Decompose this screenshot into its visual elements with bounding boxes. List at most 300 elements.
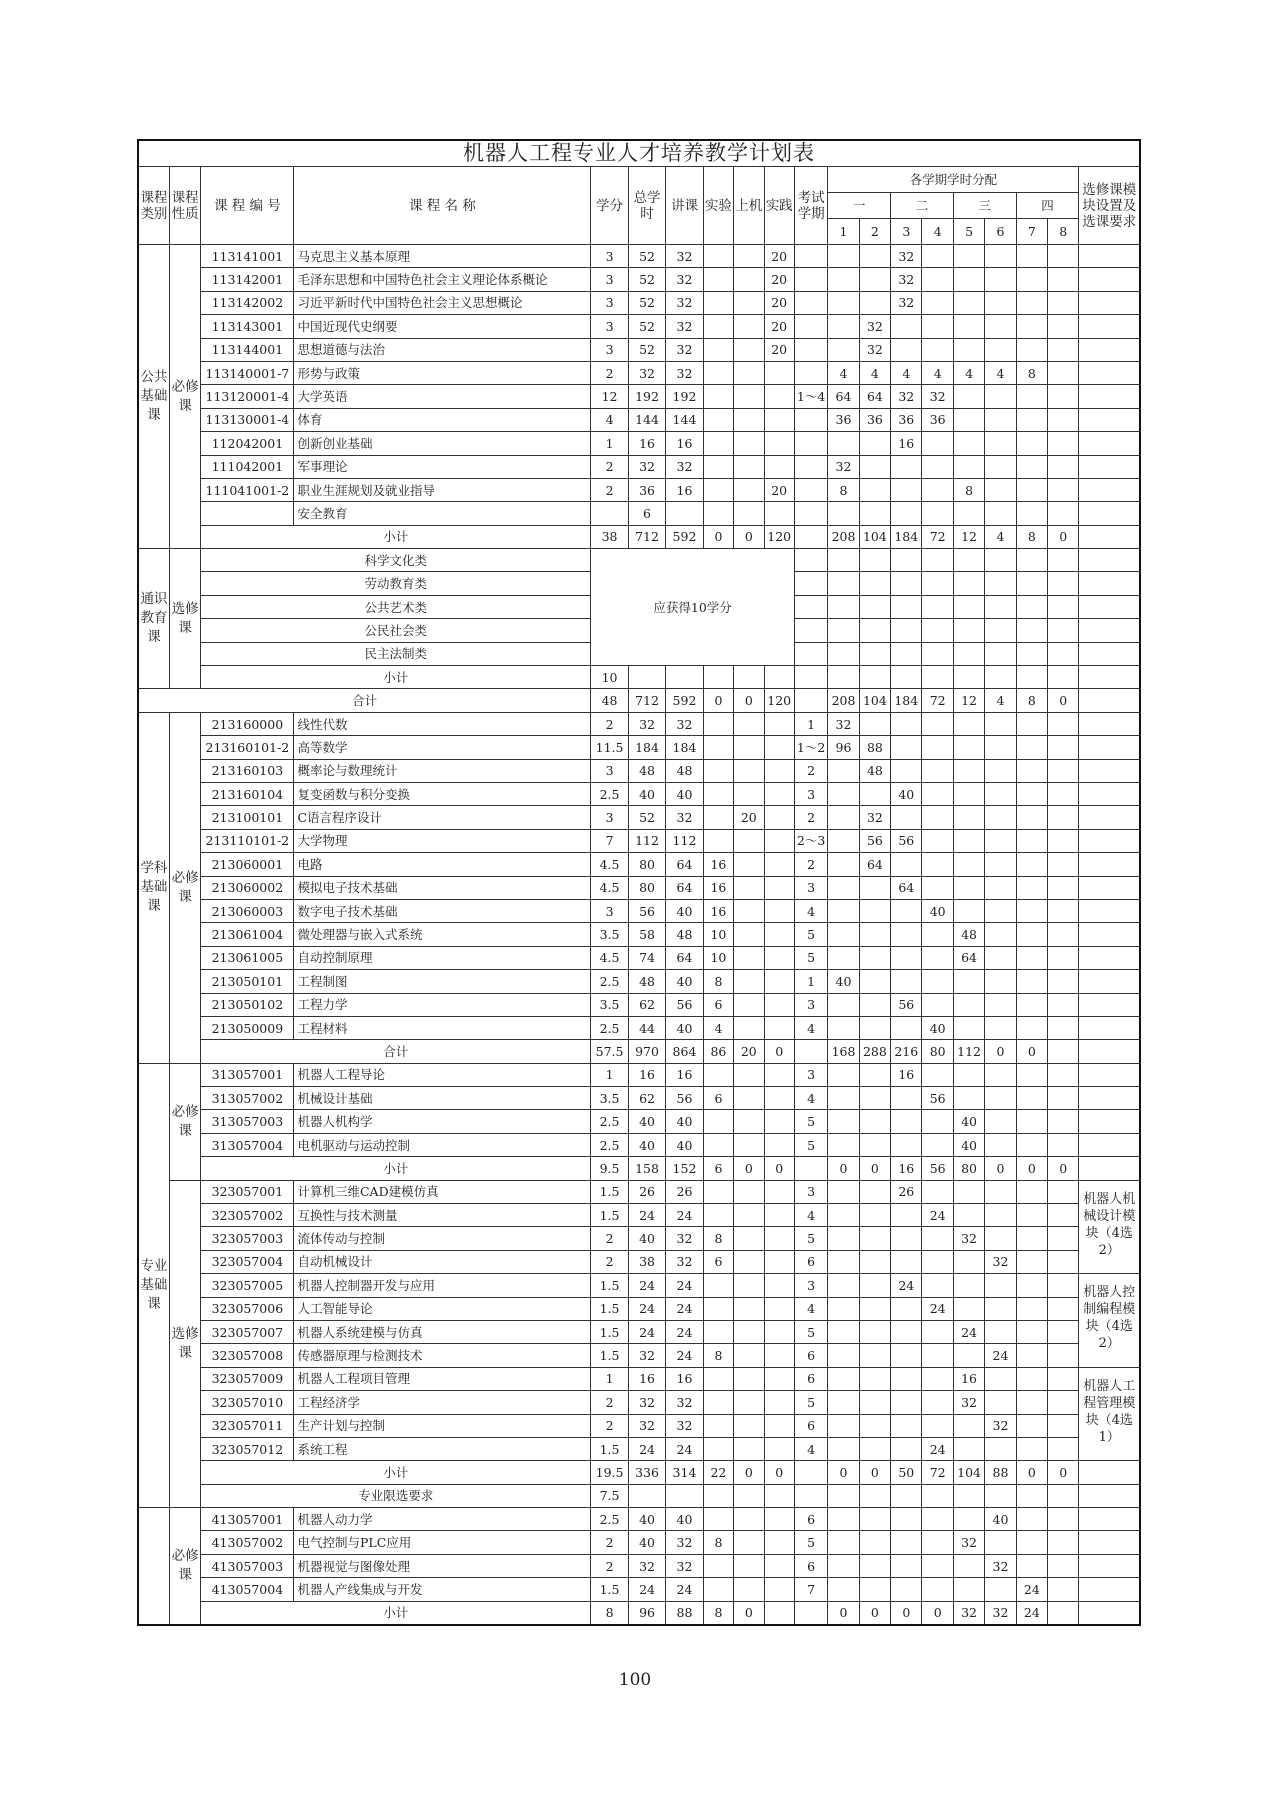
cell-value: 32 <box>891 385 922 408</box>
cell-value <box>1048 1531 1079 1554</box>
cell-value <box>985 899 1016 922</box>
cell-value <box>985 1204 1016 1227</box>
cell-value <box>764 1344 794 1367</box>
cell-value: 16 <box>703 899 733 922</box>
cell-value: 3 <box>794 876 827 899</box>
note-cell <box>1079 1531 1140 1554</box>
cell-value <box>859 1320 890 1343</box>
cell-value <box>734 338 764 361</box>
cell-value <box>953 759 984 782</box>
course-code: 113141001 <box>201 245 294 268</box>
credit-note: 应获得10学分 <box>591 549 795 666</box>
cell-value: 96 <box>828 736 859 759</box>
course-name: 人工智能导论 <box>294 1297 591 1320</box>
cell-value: 52 <box>628 268 665 291</box>
table-row <box>138 455 1140 478</box>
cell-value <box>1016 268 1047 291</box>
cell-value <box>953 549 984 572</box>
cell-value: 24 <box>628 1297 665 1320</box>
cell-value: 40 <box>922 1016 953 1039</box>
cell-value <box>891 642 922 665</box>
table-row <box>138 1414 1140 1437</box>
semester-header: 2 <box>859 219 890 245</box>
cell-value <box>859 478 890 501</box>
cell-value: 16 <box>953 1367 984 1390</box>
cell-value <box>764 1180 794 1203</box>
cell-value: 1.5 <box>591 1437 628 1460</box>
cell-value: 592 <box>666 689 703 712</box>
cell-value <box>794 432 827 455</box>
cell-value <box>1048 268 1079 291</box>
cell-value <box>922 736 953 759</box>
course-code: 213061005 <box>201 946 294 969</box>
cell-value: 11.5 <box>591 736 628 759</box>
cell-value <box>1048 1554 1079 1577</box>
cell-value: 2.5 <box>591 1110 628 1133</box>
table-row <box>138 1133 1140 1156</box>
cell-value: 74 <box>628 946 665 969</box>
cell-value <box>891 1133 922 1156</box>
cell-value: 2 <box>794 759 827 782</box>
cell-value <box>985 1063 1016 1086</box>
cell-value: 5 <box>794 946 827 969</box>
cell-value <box>985 736 1016 759</box>
cell-value <box>828 1016 859 1039</box>
cell-value <box>891 853 922 876</box>
cell-value <box>891 502 922 525</box>
cell-value <box>1016 595 1047 618</box>
cell-value <box>1048 876 1079 899</box>
cell-value <box>666 502 703 525</box>
cell-value <box>985 993 1016 1016</box>
cell-value: 184 <box>891 525 922 548</box>
course-type: 劳动教育类 <box>201 572 591 595</box>
cell-value <box>859 712 890 735</box>
cell-value: 2 <box>591 1391 628 1414</box>
note-cell <box>1079 455 1140 478</box>
cell-value <box>859 923 890 946</box>
cell-value: 2 <box>794 853 827 876</box>
course-type: 科学文化类 <box>201 549 591 572</box>
cell-value: 32 <box>628 1391 665 1414</box>
cell-value: 36 <box>628 478 665 501</box>
cell-value: 2.5 <box>591 970 628 993</box>
cell-value <box>985 595 1016 618</box>
cell-value: 1.5 <box>591 1297 628 1320</box>
note-cell <box>1079 923 1140 946</box>
cell-value <box>1048 1297 1079 1320</box>
cell-value: 38 <box>591 525 628 548</box>
cell-value <box>953 666 984 689</box>
cell-value <box>953 712 984 735</box>
cell-value <box>922 1320 953 1343</box>
cell-value <box>764 806 794 829</box>
cell-value: 24 <box>922 1437 953 1460</box>
cell-value: 6 <box>794 1508 827 1531</box>
cell-value <box>953 1578 984 1601</box>
cell-value <box>794 525 827 548</box>
cell-value <box>1048 549 1079 572</box>
cell-value: 20 <box>764 478 794 501</box>
cell-value: 32 <box>666 712 703 735</box>
cell-value <box>922 759 953 782</box>
cell-value <box>859 642 890 665</box>
cell-value <box>953 899 984 922</box>
cell-value: 56 <box>628 899 665 922</box>
table-row <box>138 478 1140 501</box>
cell-value <box>859 1414 890 1437</box>
module-note-text: 机器人控制编程模块（4选2） <box>1083 1285 1136 1352</box>
cell-value <box>794 338 827 361</box>
course-code: 323057008 <box>201 1344 294 1367</box>
cell-value: 6 <box>703 1250 733 1273</box>
cell-value <box>1048 1250 1079 1273</box>
cell-value <box>859 1437 890 1460</box>
cell-value <box>703 502 733 525</box>
cell-value <box>794 315 827 338</box>
cell-value: 0 <box>1016 1461 1047 1484</box>
cell-value <box>734 970 764 993</box>
cell-value: 3 <box>591 268 628 291</box>
cell-value: 4 <box>794 1437 827 1460</box>
cell-value <box>703 1414 733 1437</box>
cell-value <box>1048 385 1079 408</box>
cell-value <box>734 829 764 852</box>
table-row <box>138 806 1140 829</box>
semester-header: 8 <box>1048 219 1079 245</box>
cell-value <box>985 666 1016 689</box>
cell-value: 26 <box>666 1180 703 1203</box>
cell-value: 970 <box>628 1040 665 1063</box>
cell-value: 2.5 <box>591 1016 628 1039</box>
cell-value <box>1048 478 1079 501</box>
cell-value: 62 <box>628 993 665 1016</box>
cell-value <box>922 1063 953 1086</box>
cell-value: 3.5 <box>591 1087 628 1110</box>
cell-value: 40 <box>953 1133 984 1156</box>
cell-value <box>794 502 827 525</box>
course-name: 毛泽东思想和中国特色社会主义理论体系概论 <box>294 268 591 291</box>
note-cell <box>1079 829 1140 852</box>
cell-value <box>794 361 827 384</box>
note-cell <box>1079 1110 1140 1133</box>
cell-value: 56 <box>891 993 922 1016</box>
cell-value: 4 <box>985 689 1016 712</box>
cell-value <box>1016 1110 1047 1133</box>
cell-value <box>1016 455 1047 478</box>
cell-value: 120 <box>764 525 794 548</box>
course-name: 机器人产线集成与开发 <box>294 1578 591 1601</box>
cell-value <box>764 1367 794 1390</box>
cell-value: 32 <box>666 1414 703 1437</box>
cell-value <box>859 1297 890 1320</box>
cell-value <box>591 502 628 525</box>
cell-value <box>734 736 764 759</box>
cell-value <box>828 1531 859 1554</box>
note-cell <box>1079 1578 1140 1601</box>
cell-value <box>734 1344 764 1367</box>
cell-value <box>734 1110 764 1133</box>
table-row <box>138 1437 1140 1460</box>
cell-value <box>859 782 890 805</box>
cell-value <box>1048 1133 1079 1156</box>
cell-value <box>734 1063 764 1086</box>
cell-value: 0 <box>734 689 764 712</box>
course-code: 323057011 <box>201 1414 294 1437</box>
cell-value: 32 <box>666 245 703 268</box>
cell-value: 1.5 <box>591 1180 628 1203</box>
course-name: 军事理论 <box>294 455 591 478</box>
cell-value <box>764 1414 794 1437</box>
cell-value <box>828 1367 859 1390</box>
cell-value: 6 <box>794 1367 827 1390</box>
cell-value: 8 <box>703 1344 733 1367</box>
cell-value: 3 <box>591 759 628 782</box>
cell-value: 32 <box>666 1554 703 1577</box>
table-row <box>138 1063 1140 1086</box>
table-row <box>138 1601 1140 1625</box>
course-code: 111042001 <box>201 455 294 478</box>
total-hours-header: 总学时 <box>628 167 665 245</box>
cell-value <box>828 1297 859 1320</box>
cell-value <box>1016 759 1047 782</box>
cell-value: 3 <box>794 1063 827 1086</box>
cell-value: 192 <box>628 385 665 408</box>
cell-value: 4.5 <box>591 876 628 899</box>
course-name: 复变函数与积分变换 <box>294 782 591 805</box>
semester-distribution-header: 各学期学时分配 <box>828 167 1079 193</box>
cell-value <box>734 853 764 876</box>
cell-value <box>1016 1484 1047 1507</box>
cell-value: 24 <box>666 1204 703 1227</box>
cell-value: 6 <box>703 993 733 1016</box>
cell-value <box>1016 1250 1047 1273</box>
cell-value <box>891 1320 922 1343</box>
note-cell <box>1079 736 1140 759</box>
cell-value: 4 <box>922 361 953 384</box>
cell-value <box>828 1484 859 1507</box>
cell-value: 336 <box>628 1461 665 1484</box>
note-cell <box>1079 1508 1140 1531</box>
cell-value <box>828 829 859 852</box>
cell-value: 36 <box>859 408 890 431</box>
cell-value: 32 <box>985 1601 1016 1625</box>
cell-value: 8 <box>703 970 733 993</box>
cell-value: 40 <box>628 1508 665 1531</box>
cell-value: 6 <box>794 1554 827 1577</box>
table-row <box>138 689 1140 712</box>
course-code: 323057012 <box>201 1437 294 1460</box>
note-cell <box>1079 361 1140 384</box>
cell-value <box>985 1133 1016 1156</box>
course-type: 公民社会类 <box>201 619 591 642</box>
cell-value: 32 <box>891 291 922 314</box>
cell-value <box>891 338 922 361</box>
course-code: 323057009 <box>201 1367 294 1390</box>
cell-value <box>953 1016 984 1039</box>
course-name: 流体传动与控制 <box>294 1227 591 1250</box>
table-row <box>138 736 1140 759</box>
cell-value <box>953 1180 984 1203</box>
course-name: 机器人动力学 <box>294 1508 591 1531</box>
cell-value <box>828 291 859 314</box>
cell-value <box>794 478 827 501</box>
course-name: 习近平新时代中国特色社会主义思想概论 <box>294 291 591 314</box>
cell-value <box>922 1531 953 1554</box>
table-row <box>138 1344 1140 1367</box>
course-name: 自动机械设计 <box>294 1250 591 1273</box>
table-row <box>138 1087 1140 1110</box>
cell-value <box>703 1204 733 1227</box>
course-name: 思想道德与法治 <box>294 338 591 361</box>
cell-value <box>1048 899 1079 922</box>
cell-value: 4 <box>859 361 890 384</box>
cell-value <box>985 1578 1016 1601</box>
table-row <box>138 1531 1140 1554</box>
cell-value <box>764 1227 794 1250</box>
table-row <box>138 140 1140 167</box>
cell-value <box>703 1320 733 1343</box>
cell-value <box>859 1578 890 1601</box>
cell-value <box>922 1554 953 1577</box>
cell-value <box>794 619 827 642</box>
table-row <box>138 1180 1140 1203</box>
cell-value <box>1048 1578 1079 1601</box>
cell-value <box>859 1087 890 1110</box>
cell-value: 12 <box>953 689 984 712</box>
cell-value <box>734 876 764 899</box>
cell-value <box>1048 455 1079 478</box>
course-name: 马克思主义基本原理 <box>294 245 591 268</box>
cell-value <box>859 970 890 993</box>
cell-value <box>1048 993 1079 1016</box>
cell-value: 24 <box>628 1320 665 1343</box>
cell-value: 40 <box>953 1110 984 1133</box>
limit-label: 专业限选要求 <box>201 1484 591 1507</box>
cell-value <box>734 993 764 1016</box>
cell-value: 32 <box>666 361 703 384</box>
cell-value: 24 <box>666 1274 703 1297</box>
cell-value: 72 <box>922 525 953 548</box>
cell-value: 1.5 <box>591 1344 628 1367</box>
cell-value <box>703 736 733 759</box>
cell-value: 4.5 <box>591 853 628 876</box>
cell-value <box>953 432 984 455</box>
cell-value <box>734 408 764 431</box>
cell-value <box>1048 1437 1079 1460</box>
cell-value <box>703 806 733 829</box>
cell-value: 32 <box>666 268 703 291</box>
cell-value <box>764 923 794 946</box>
cell-value <box>1048 338 1079 361</box>
cell-value <box>794 572 827 595</box>
cell-value <box>828 549 859 572</box>
cell-value <box>953 782 984 805</box>
table-row <box>138 666 1140 689</box>
cell-value: 192 <box>666 385 703 408</box>
course-name: 机器视觉与图像处理 <box>294 1554 591 1577</box>
cell-value <box>764 385 794 408</box>
cell-value: 72 <box>922 689 953 712</box>
cell-value <box>1016 338 1047 361</box>
cell-value <box>985 853 1016 876</box>
table-row <box>138 899 1140 922</box>
cell-value <box>734 1367 764 1390</box>
cell-value <box>953 408 984 431</box>
course-name: 中国近现代史纲要 <box>294 315 591 338</box>
cell-value <box>985 1367 1016 1390</box>
cell-value <box>985 455 1016 478</box>
cell-value: 3 <box>794 993 827 1016</box>
cell-value: 3 <box>591 899 628 922</box>
cell-value: 32 <box>859 315 890 338</box>
cell-value: 1～4 <box>794 385 827 408</box>
cell-value <box>703 782 733 805</box>
cell-value <box>734 899 764 922</box>
cell-value <box>1016 432 1047 455</box>
cell-value <box>828 502 859 525</box>
cell-value: 1.5 <box>591 1204 628 1227</box>
cell-value: 7 <box>591 829 628 852</box>
cell-value <box>1048 619 1079 642</box>
cell-value: 32 <box>828 455 859 478</box>
cell-value <box>794 595 827 618</box>
table-row <box>138 970 1140 993</box>
cell-value: 112 <box>628 829 665 852</box>
cell-value <box>891 759 922 782</box>
computer-header: 上机 <box>734 167 764 245</box>
cell-value <box>1048 1367 1079 1390</box>
course-name: 机器人系统建模与仿真 <box>294 1320 591 1343</box>
cell-value <box>1016 1133 1047 1156</box>
note-cell <box>1079 268 1140 291</box>
semester-header: 1 <box>828 219 859 245</box>
cell-value: 40 <box>891 782 922 805</box>
cell-value <box>859 1344 890 1367</box>
cell-value: 32 <box>666 1391 703 1414</box>
cell-value: 2 <box>591 361 628 384</box>
cell-value <box>764 1297 794 1320</box>
cell-value <box>985 759 1016 782</box>
course-code: 313057001 <box>201 1063 294 1086</box>
cell-value <box>734 666 764 689</box>
table-row <box>138 502 1140 525</box>
table-row <box>138 1040 1140 1063</box>
cell-value: 20 <box>764 338 794 361</box>
cell-value: 58 <box>628 923 665 946</box>
cell-value <box>794 1157 827 1180</box>
course-name: 自动控制原理 <box>294 946 591 969</box>
cell-value: 56 <box>922 1157 953 1180</box>
year-header: 四 <box>1016 193 1079 219</box>
course-code: 413057001 <box>201 1508 294 1531</box>
cell-value: 1 <box>591 432 628 455</box>
cell-value: 40 <box>828 970 859 993</box>
cell-value: 40 <box>666 899 703 922</box>
cell-value: 56 <box>859 829 890 852</box>
practice-header: 实践 <box>764 167 794 245</box>
note-cell <box>1079 478 1140 501</box>
note-cell <box>1079 291 1140 314</box>
course-type: 民主法制类 <box>201 642 591 665</box>
cell-value <box>953 455 984 478</box>
cell-value <box>922 291 953 314</box>
cell-value <box>985 315 1016 338</box>
cell-value <box>764 361 794 384</box>
cell-value <box>1048 1016 1079 1039</box>
course-code: 313057003 <box>201 1110 294 1133</box>
cell-value <box>764 455 794 478</box>
